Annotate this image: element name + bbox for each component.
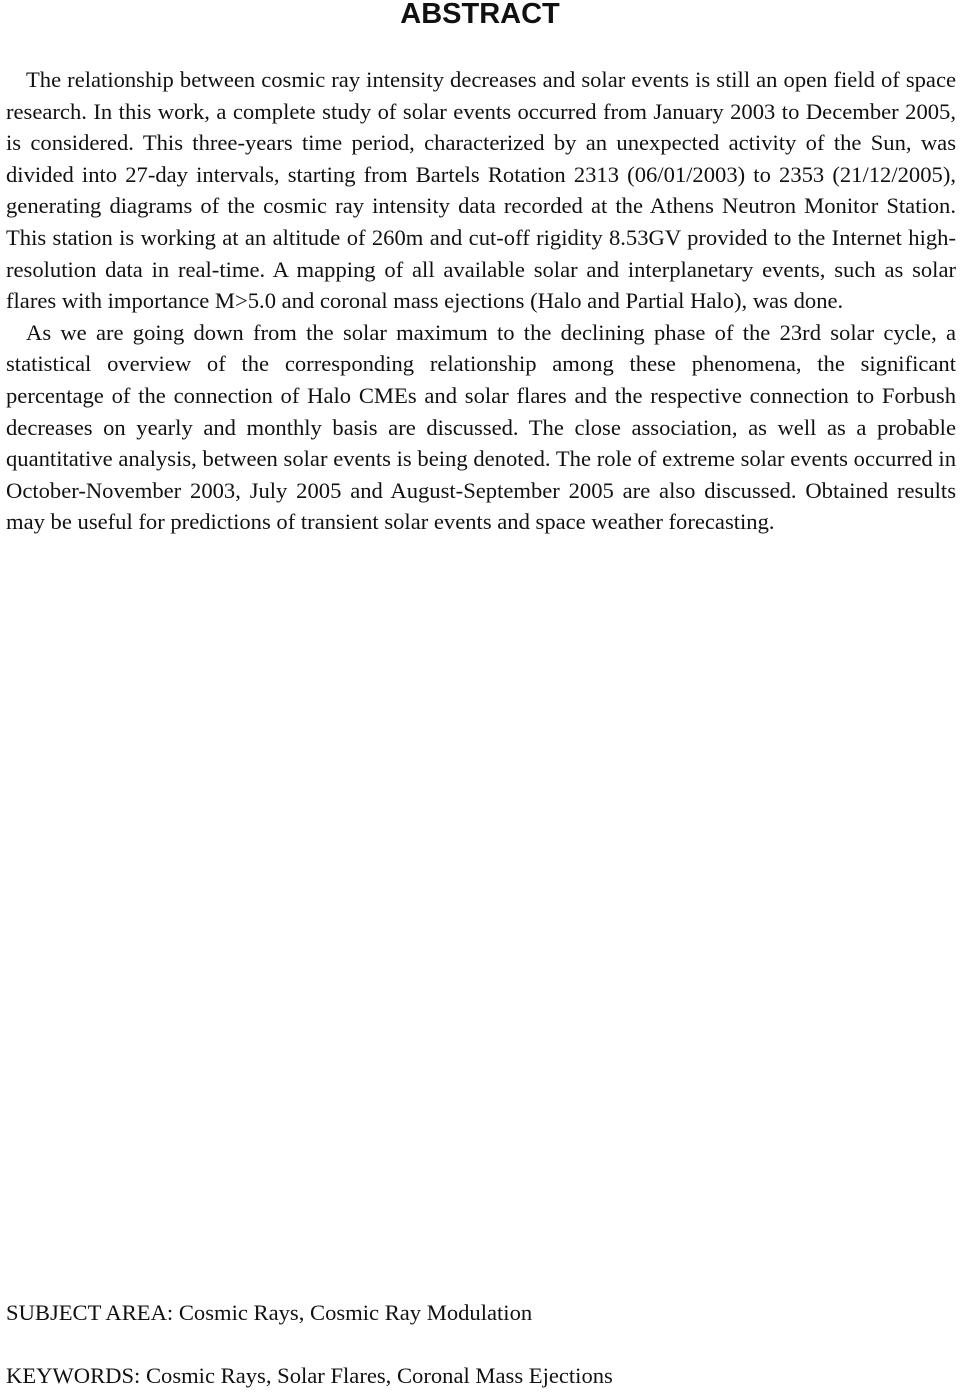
abstract-body [6,64,956,538]
subject-area: SUBJECT AREA: Cosmic Rays, Cosmic Ray Modulation [6,1300,533,1325]
abstract-paragraph-2: As we are going down from the solar maximum to the declining phase of the 23rd solar cycle, a statistical overview of the corresponding relationship among these phenomena, the significant percentage of the connection of Halo CMEs and solar flares and the respective connection to Forbush decreases on yearly and monthly basis are discussed. The close association, as well as a probable quantitative analysis, between solar events is being denoted. The role of extreme solar events occurred in October-November 2003, July 2005 and August-September 2005 are also discussed. Obtained results may be useful for predictions of transient solar events and space weather forecasting. [6,319,956,535]
abstract-paragraph-1: The relationship between cosmic ray intensity decreases and solar events is still an open field of space research. In this work, a complete study of solar events occurred from January 2003 to December 2005, is considered. This three-years time period, characterized by an unexpected activity of the Sun, was divided into 27-day intervals, starting from Bartels Rotation 2313 (06/01/2003) to 2353 (21/12/2005), generating diagrams of the cosmic ray intensity data recorded at the Athens Neutron Monitor Station. This station is working at an altitude of 260m and cut-off rigidity 8.53GV provided to the Internet high-resolution data in real-time. A mapping of all available solar and interplanetary events, such as solar flares with importance M>5.0 and coronal mass ejections (Halo and Partial Halo), was done. [6,67,956,314]
keywords: KEYWORDS: Cosmic Rays, Solar Flares, Coronal Mass Ejections [6,1363,613,1388]
abstract-title: ABSTRACT [400,0,560,30]
